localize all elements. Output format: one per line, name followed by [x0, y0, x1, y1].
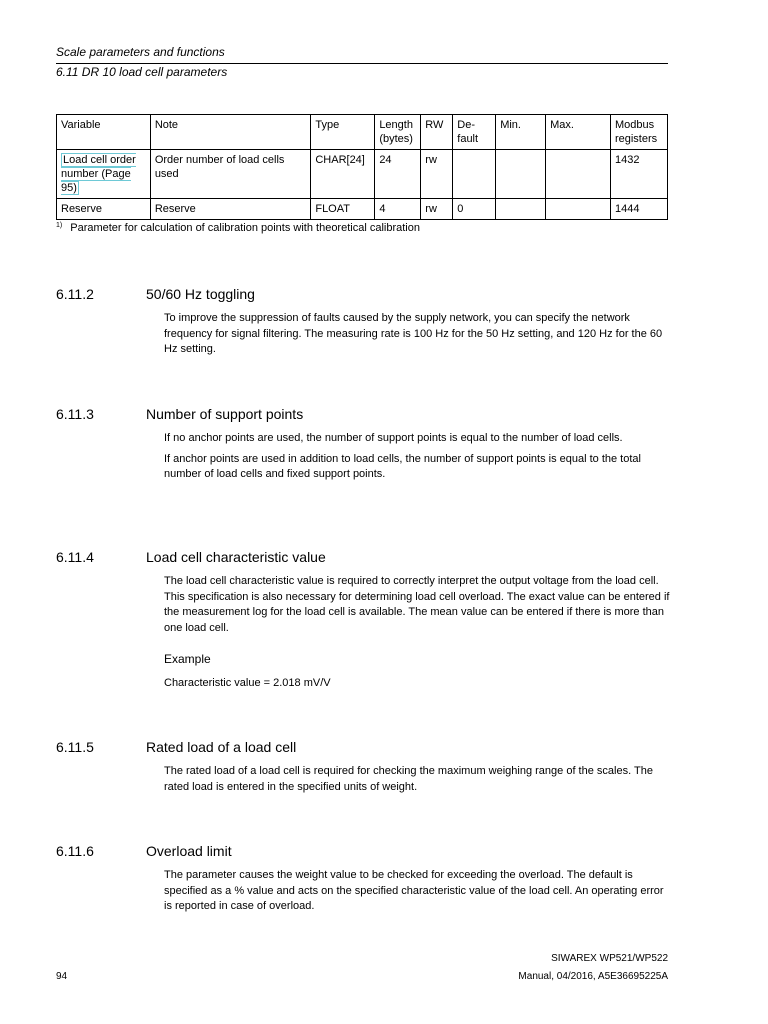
table-footnote	[56, 222, 420, 234]
section-number: 6.11.5	[56, 739, 94, 755]
header-rule	[56, 63, 668, 64]
page-number: 94	[56, 971, 68, 982]
cell-modbus: 1432	[610, 150, 667, 199]
cell-length: 24	[375, 150, 421, 199]
section-title: Number of support points	[146, 406, 304, 422]
cell-rw: rw	[421, 150, 453, 199]
col-header-length: Length (bytes)	[375, 115, 421, 150]
col-header-variable: Variable	[57, 115, 151, 150]
example-block	[164, 652, 670, 696]
section-number: 6.11.3	[56, 406, 94, 422]
example-text: Characteristic value = 2.018 mV/V	[164, 676, 331, 689]
section-body	[164, 868, 670, 920]
col-header-rw: RW	[421, 115, 453, 150]
footer-manual: Manual, 04/2016, A5E36695225A	[518, 971, 668, 982]
section-body	[164, 431, 670, 488]
col-header-min: Min.	[496, 115, 546, 150]
running-header	[56, 45, 668, 80]
section-title: Overload limit	[146, 843, 232, 859]
cell-max	[546, 199, 611, 220]
cell-type: CHAR[24]	[311, 150, 375, 199]
paragraph: If no anchor points are used, the number of support points is equal to the number of load cells.	[164, 432, 623, 444]
header-section: 6.11 DR 10 load cell parameters	[56, 65, 228, 79]
table-header-row	[57, 115, 668, 150]
footnote-mark: 1)	[56, 222, 63, 229]
cell-default	[453, 150, 496, 199]
cell-default: 0	[453, 199, 496, 220]
cell-note: Order number of load cells used	[150, 150, 311, 199]
table-row	[57, 150, 668, 199]
col-header-default: De-fault	[453, 115, 496, 150]
section-title: Rated load of a load cell	[146, 739, 297, 755]
section-number: 6.11.6	[56, 843, 94, 859]
cell-variable: Reserve	[57, 199, 151, 220]
footer-product: SIWAREX WP521/WP522	[551, 953, 668, 964]
cell-length: 4	[375, 199, 421, 220]
load-cell-order-number-link[interactable]: Load cell order number (Page 95)	[61, 154, 136, 194]
paragraph: To improve the suppression of faults caused by the supply network, you can specify the network frequency for signal filtering. The measuring rate is 100 Hz for the 50 Hz setting, and 120 Hz for the 60 Hz setting.	[164, 312, 663, 355]
cell-rw: rw	[421, 199, 453, 220]
col-header-modbus: Modbus registers	[610, 115, 667, 150]
cell-variable[interactable]	[57, 150, 151, 199]
cell-min	[496, 150, 546, 199]
section-title: 50/60 Hz toggling	[146, 286, 255, 302]
col-header-note: Note	[150, 115, 311, 150]
cell-modbus: 1444	[610, 199, 667, 220]
paragraph: The parameter causes the weight value to be checked for exceeding the overload. The default is specified as a % value and acts on the specified characteristic value of the load cell. An operating error is reported in case of overload.	[164, 869, 664, 912]
col-header-max: Max.	[546, 115, 611, 150]
footnote-text: Parameter for calculation of calibration points with theoretical calibration	[70, 222, 420, 234]
cell-note: Reserve	[150, 199, 311, 220]
section-body	[164, 574, 670, 641]
table-row	[57, 199, 668, 220]
section-title: Load cell characteristic value	[146, 549, 326, 565]
section-body	[164, 764, 670, 800]
paragraph: If anchor points are used in addition to load cells, the number of support points is equal to the total number of load cells and fixed support points.	[164, 452, 641, 480]
paragraph: The load cell characteristic value is required to correctly interpret the output voltage from the load cell. This specification is also necessary for determining load cell overload. The exact value can be entered if the measurement log for the load cell is available. The mean value can be entered if there is more than one load cell.	[164, 575, 670, 634]
header-chapter: Scale parameters and functions	[56, 45, 225, 59]
cell-max	[546, 150, 611, 199]
cell-type: FLOAT	[311, 199, 375, 220]
parameter-table	[56, 114, 668, 220]
cell-min	[496, 199, 546, 220]
section-body	[164, 311, 670, 363]
col-header-type: Type	[311, 115, 375, 150]
section-number: 6.11.2	[56, 286, 94, 302]
example-heading: Example	[164, 652, 211, 666]
paragraph: The rated load of a load cell is required for checking the maximum weighing range of the scales. The rated load is entered in the specified units of weight.	[164, 765, 653, 793]
section-number: 6.11.4	[56, 549, 94, 565]
